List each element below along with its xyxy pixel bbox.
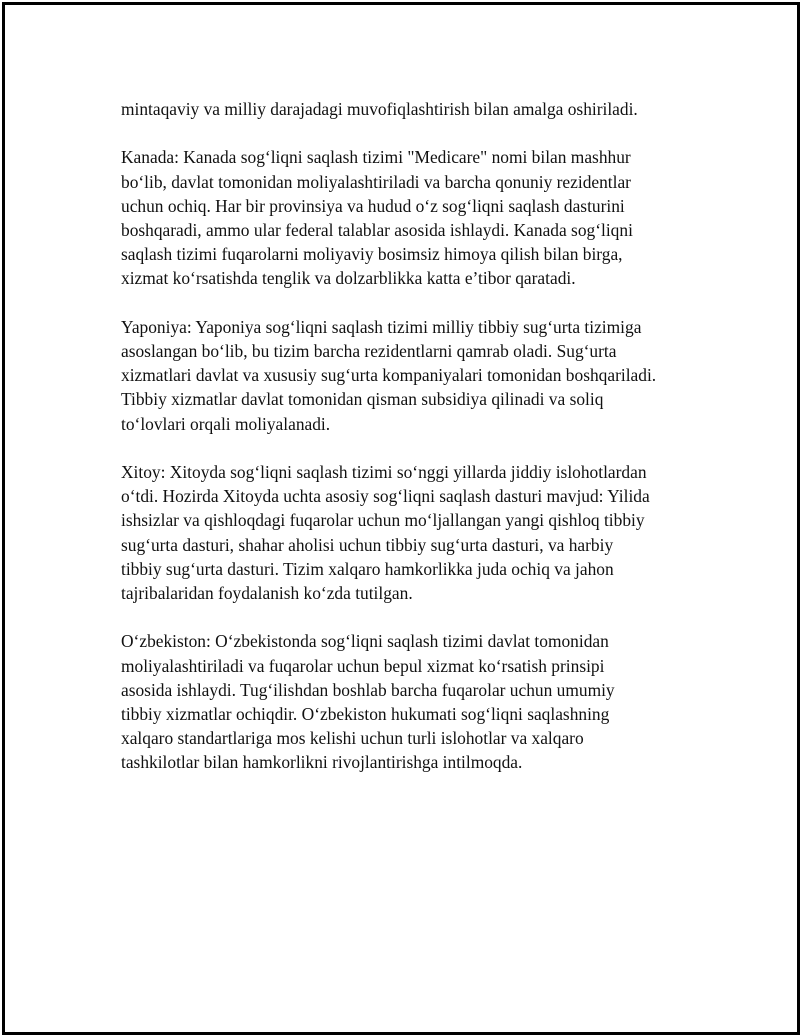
document-page: [2, 2, 800, 1035]
paragraph-china: Xitoy: Xitoyda sog‘liqni saqlash tizimi so‘nggi yillarda jiddiy islohotlardan o‘tdi. Hozirda Xitoyda uchta asosiy sog‘liqni saqlash dasturi mavjud: Yilida ishsizlar va qishloqdagi fuqarolar uchun mo‘ljallangan yangi qishloq tibbiy sug‘urta dasturi, shahar aholisi uchun tibbiy sug‘urta dasturi, va harbiy tibbiy sug‘urta dasturi. Tizim xalqaro hamkorlikka juda ochiq va jahon tajribalaridan foydalanish ko‘zda tutilgan.: [121, 462, 650, 604]
document-body: [121, 97, 701, 799]
paragraph-canada: Kanada: Kanada sog‘liqni saqlash tizimi "Medicare" nomi bilan mashhur bo‘lib, davlat tomonidan moliyalashtiriladi va barcha qonuniy rezidentlar uchun ochiq. Har bir provinsiya va hudud o‘z sog‘liqni saqlash dasturini boshqaradi, ammo ular federal talablar asosida ishlaydi. Kanada sog‘liqni saqlash tizimi fuqarolarni moliyaviy bosimsiz himoya qilish bilan birga, xizmat ko‘rsatishda tenglik va dolzarblikka katta e’tibor qaratadi.: [121, 147, 633, 289]
paragraph-intro-continuation: mintaqaviy va milliy darajadagi muvofiqlashtirish bilan amalga oshiriladi.: [121, 99, 638, 119]
paragraph-japan: Yaponiya: Yaponiya sog‘liqni saqlash tizimi milliy tibbiy sug‘urta tizimiga asoslangan bo‘lib, bu tizim barcha rezidentlarni qamrab oladi. Sug‘urta xizmatlari davlat va xususiy sug‘urta kompaniyalari tomonidan boshqariladi. Tibbiy xizmatlar davlat tomonidan qisman subsidiya qilinadi va soliq to‘lovlari orqali moliyalanadi.: [121, 316, 657, 434]
paragraph-uzbekistan: O‘zbekiston: O‘zbekistonda sog‘liqni saqlash tizimi davlat tomonidan moliyalashtiriladi va fuqarolar uchun bepul xizmat ko‘rsatish prinsipi asosida ishlaydi. Tug‘ilishdan boshlab barcha fuqarolar uchun umumiy tibbiy xizmatlar ochiqdir. O‘zbekiston hukumati sog‘liqni saqlashning xalqaro standartlariga mos kelishi uchun turli islohotlar va xalqaro tashkilotlar bilan hamkorlikni rivojlantirishga intilmoqda.: [121, 631, 615, 773]
